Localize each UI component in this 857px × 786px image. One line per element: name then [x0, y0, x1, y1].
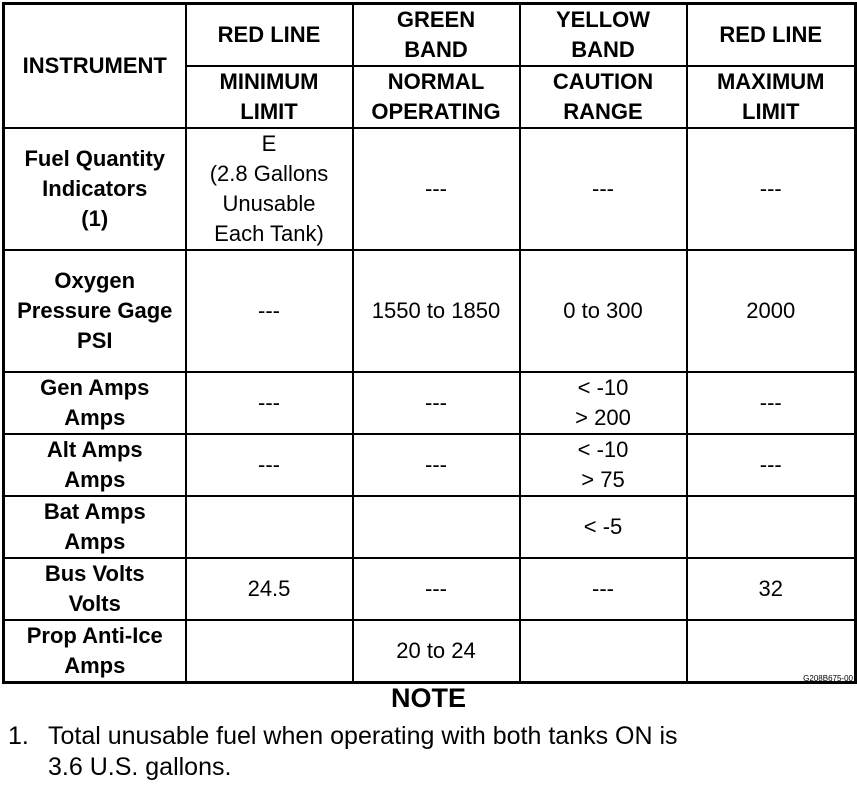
table-cell: --- [687, 434, 856, 496]
header-meaning-4: MAXIMUM LIMIT [687, 66, 856, 128]
table-cell [687, 496, 856, 558]
figure-reference: G208B675-00 [803, 674, 853, 683]
row-label: Oxygen Pressure Gage PSI [4, 250, 186, 372]
header-meaning-1: MINIMUM LIMIT [186, 66, 353, 128]
table-row [4, 558, 856, 620]
table-cell: --- [520, 128, 687, 250]
header-band-2: GREEN BAND [353, 4, 520, 67]
note-number: 1. [8, 722, 29, 750]
row-label: Bat Amps Amps [4, 496, 186, 558]
table-cell: --- [353, 128, 520, 250]
table-cell [520, 620, 687, 683]
table-cell: 24.5 [186, 558, 353, 620]
row-label: Fuel Quantity Indicators (1) [4, 128, 186, 250]
header-band-1: RED LINE [186, 4, 353, 67]
table-cell: 32 [687, 558, 856, 620]
table-row [4, 372, 856, 434]
table-cell [186, 496, 353, 558]
table-row [4, 434, 856, 496]
row-label: Alt Amps Amps [4, 434, 186, 496]
table-cell: < -5 [520, 496, 687, 558]
header-meaning-3: CAUTION RANGE [520, 66, 687, 128]
table-cell: E (2.8 Gallons Unusable Each Tank) [186, 128, 353, 250]
table-cell [186, 620, 353, 683]
table-cell: --- [186, 434, 353, 496]
table-cell: < -10 > 75 [520, 434, 687, 496]
header-band-4: RED LINE [687, 4, 856, 67]
table-row [4, 620, 856, 683]
header-band-3: YELLOW BAND [520, 4, 687, 67]
table-cell: --- [687, 128, 856, 250]
table-cell: 0 to 300 [520, 250, 687, 372]
table-cell: --- [520, 558, 687, 620]
table-cell: --- [353, 434, 520, 496]
table-cell [353, 496, 520, 558]
table-cell: --- [353, 372, 520, 434]
row-label: Prop Anti-Ice Amps [4, 620, 186, 683]
note-text: Total unusable fuel when operating with both tanks ON is 3.6 U.S. gallons. [48, 722, 678, 781]
table-cell: --- [186, 250, 353, 372]
table-cell: --- [687, 372, 856, 434]
table-cell: 20 to 24 [353, 620, 520, 683]
table-cell: 2000 [687, 250, 856, 372]
table-row [4, 496, 856, 558]
table-cell: < -10 > 200 [520, 372, 687, 434]
header-instrument: INSTRUMENT [4, 4, 186, 129]
note-title: NOTE [390, 683, 466, 713]
table-cell: --- [186, 372, 353, 434]
table-row [4, 250, 856, 372]
row-label: Bus Volts Volts [4, 558, 186, 620]
row-label: Gen Amps Amps [4, 372, 186, 434]
instrument-markings-table [2, 2, 857, 684]
table-cell: 1550 to 1850 [353, 250, 520, 372]
table-cell: --- [353, 558, 520, 620]
header-meaning-2: NORMAL OPERATING [353, 66, 520, 128]
table-row [4, 128, 856, 250]
